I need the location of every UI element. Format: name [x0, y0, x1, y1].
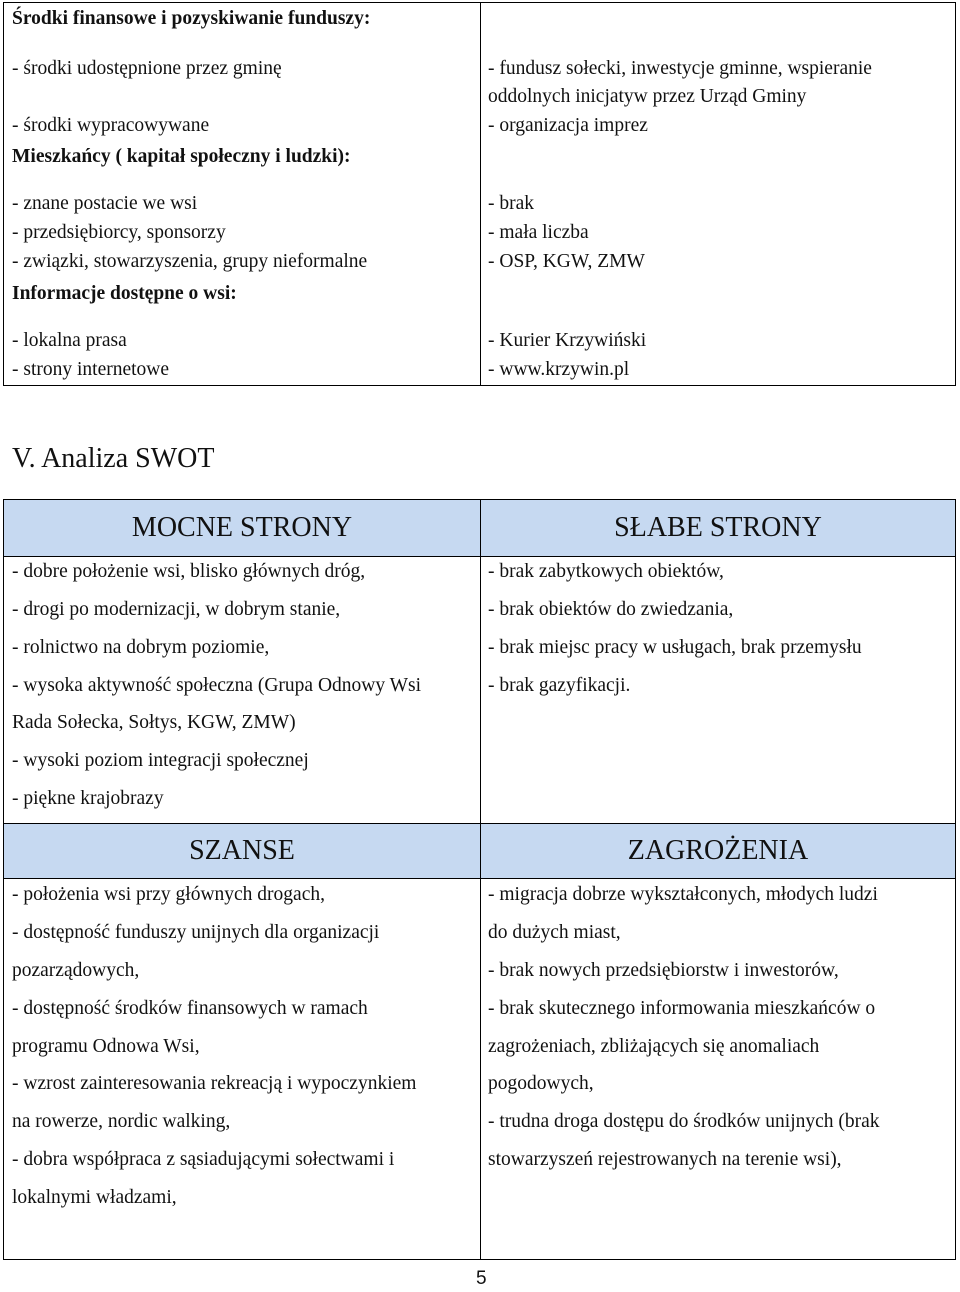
list-item: do dużych miast,: [488, 922, 621, 943]
list-item: - położenia wsi przy głównych drogach,: [12, 884, 325, 905]
list-item: - drogi po modernizacji, w dobrym stanie,: [12, 599, 341, 620]
list-item: - dostępność funduszy unijnych dla organizacji: [12, 922, 380, 943]
list-item: Rada Sołecka, Sołtys, KGW, ZMW): [12, 712, 296, 733]
list-item: - brak miejsc pracy w usługach, brak przemysłu: [488, 637, 862, 658]
table-cell-text: - organizacja imprez: [488, 115, 648, 136]
table-cell-text: - www.krzywin.pl: [488, 359, 630, 380]
table-cell-text: - znane postacie we wsi: [12, 193, 198, 214]
strengths-header: MOCNE STRONY: [4, 500, 480, 557]
list-item: programu Odnowa Wsi,: [12, 1036, 200, 1057]
section-title-information: Informacje dostępne o wsi:: [12, 283, 237, 304]
table-cell-text: - związki, stowarzyszenia, grupy nieformalne: [12, 251, 368, 272]
list-item: - brak zabytkowych obiektów,: [488, 561, 724, 582]
list-item: - brak gazyfikacji.: [488, 675, 631, 696]
table-cell-text: - mała liczba: [488, 222, 589, 243]
table-cell-text: - strony internetowe: [12, 359, 170, 380]
swot-table: [3, 499, 956, 1260]
table-cell-text: - środki wypracowywane: [12, 115, 210, 136]
list-item: - piękne krajobrazy: [12, 788, 164, 809]
table-cell-text: - fundusz sołecki, inwestycje gminne, wspieranie: [488, 58, 872, 79]
list-item: - brak skutecznego informowania mieszkańców o: [488, 998, 876, 1019]
column-divider: [480, 500, 481, 1259]
list-item: - dobra współpraca z sąsiadującymi sołectwami i: [12, 1149, 395, 1170]
list-item: - wysoka aktywność społeczna (Grupa Odnowy Wsi: [12, 675, 422, 696]
table-cell-text: - brak: [488, 193, 535, 214]
list-item: - brak obiektów do zwiedzania,: [488, 599, 734, 620]
opportunities-header: SZANSE: [4, 823, 480, 879]
list-item: pozarządowych,: [12, 960, 140, 981]
column-divider: [480, 3, 481, 385]
list-item: - brak nowych przedsiębiorstw i inwestorów,: [488, 960, 839, 981]
list-item: zagrożeniach, zbliżających się anomaliach: [488, 1036, 820, 1057]
list-item: na rowerze, nordic walking,: [12, 1111, 231, 1132]
weaknesses-header: SŁABE STRONY: [481, 500, 955, 557]
table-cell-text: - lokalna prasa: [12, 330, 127, 351]
list-item: pogodowych,: [488, 1073, 594, 1094]
list-item: - trudna droga dostępu do środków unijnych (brak: [488, 1111, 880, 1132]
list-item: lokalnymi władzami,: [12, 1187, 177, 1208]
section-title-finance: Środki finansowe i pozyskiwanie funduszy:: [12, 8, 371, 29]
threats-header: ZAGROŻENIA: [481, 823, 955, 879]
list-item: - dostępność środków finansowych w ramach: [12, 998, 368, 1019]
section-heading: V. Analiza SWOT: [12, 443, 215, 474]
list-item: - wzrost zainteresowania rekreacją i wypoczynkiem: [12, 1073, 417, 1094]
page-number: 5: [476, 1268, 487, 1289]
section-title-residents: Mieszkańcy ( kapitał społeczny i ludzki):: [12, 146, 351, 167]
table-cell-text: - Kurier Krzywiński: [488, 330, 647, 351]
table-cell-text: - OSP, KGW, ZMW: [488, 251, 645, 272]
table-cell-text: - środki udostępnione przez gminę: [12, 58, 282, 79]
list-item: stowarzyszeń rejestrowanych na terenie wsi),: [488, 1149, 842, 1170]
list-item: - rolnictwo na dobrym poziomie,: [12, 637, 270, 658]
table-cell-text: - przedsiębiorcy, sponsorzy: [12, 222, 226, 243]
list-item: - dobre położenie wsi, blisko głównych dróg,: [12, 561, 366, 582]
list-item: - migracja dobrze wykształconych, młodych ludzi: [488, 884, 878, 905]
list-item: - wysoki poziom integracji społecznej: [12, 750, 309, 771]
table-cell-text: oddolnych inicjatyw przez Urząd Gminy: [488, 86, 807, 107]
resources-table: [3, 2, 956, 386]
